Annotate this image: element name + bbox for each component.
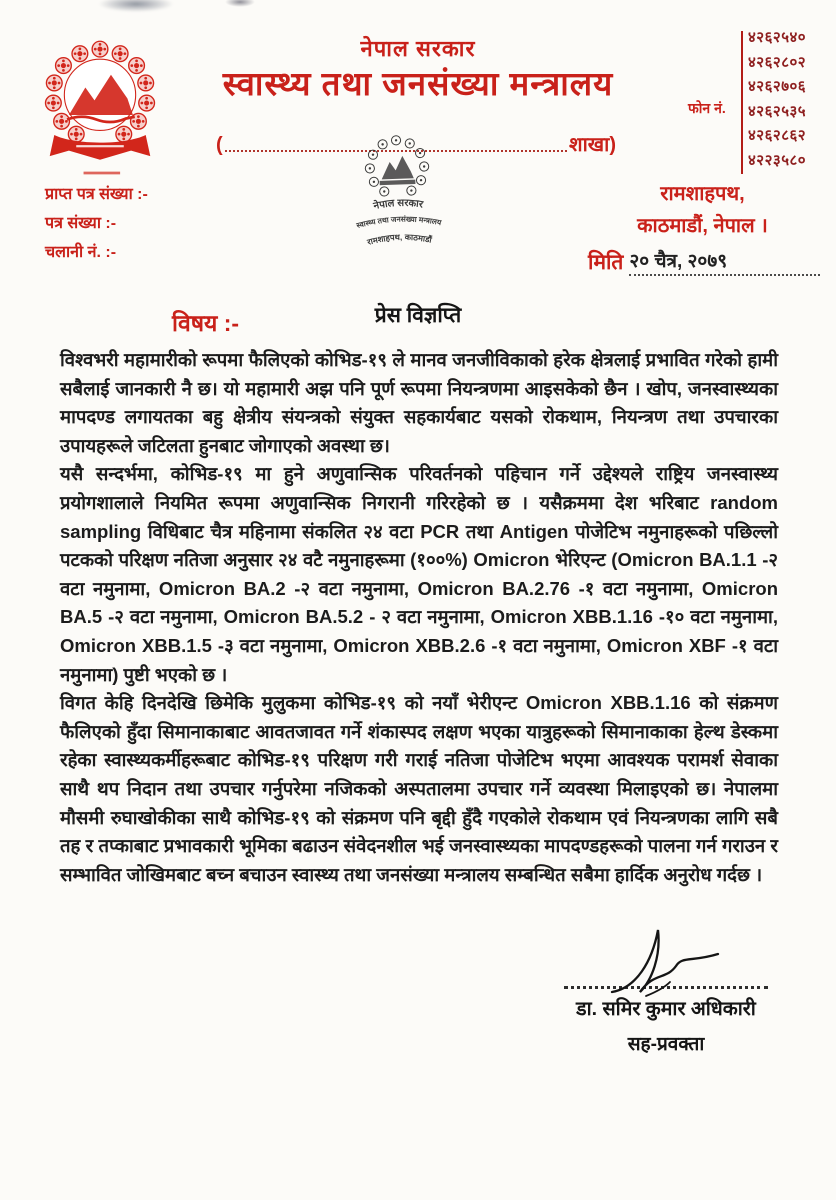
signatory-role: सह-प्रवक्ता	[627, 1034, 705, 1055]
phone-number: ४२२३५८०	[748, 151, 807, 169]
scan-artifact	[98, 0, 174, 12]
dispatch-number-label: चलानी नं. :-	[45, 244, 117, 261]
received-letter-number-label: प्राप्त पत्र संख्या :-	[45, 186, 148, 203]
handwritten-signature	[606, 922, 726, 1000]
address-block	[600, 178, 805, 242]
ministry-stamp	[320, 119, 475, 272]
date-label: मिति	[588, 251, 624, 274]
phone-number-list	[748, 26, 806, 174]
svg-text:स्वास्थ्य तथा जनसंख्या मन्त्रा	[354, 213, 443, 230]
letter-body	[60, 346, 778, 889]
scan-artifact	[225, 0, 255, 7]
reference-fields	[45, 180, 148, 267]
press-release-title: प्रेस विज्ञप्ति	[374, 304, 462, 327]
date-value: २० चैत्र, २०७९	[629, 251, 728, 272]
phone-divider-line	[741, 31, 743, 174]
address-city: काठमाडौं, नेपाल ।	[637, 215, 768, 237]
phone-number: ४२६२८०२	[748, 53, 807, 71]
address-street: रामशाहपथ,	[660, 183, 745, 205]
signatory-name: डा. समिर कुमार अधिकारी	[576, 998, 756, 1020]
stamp-line3: रामशाहपथ, काठमाडौं	[366, 232, 433, 247]
signature-area	[518, 928, 814, 990]
stamp-line1: नेपाल सरकार	[372, 197, 424, 213]
phone-number: ४२६२५३५	[748, 102, 807, 120]
paragraph-1: विश्वभरी महामारीको रूपमा फैलिएको कोभिड-१९ ले मानव जनजीविकाको हरेक क्षेत्रलाई प्रभावित गरेको हामी सबैलाई जानकारी नै छ। यो महामारी अझ पनि पूर्ण रूपमा नियन्त्रणमा आइसकेको छैन । खोप, जनस्वास्थ्यका मापदण्ड लगायतका बहु क्षेत्रीय संयन्त्रको संयुक्त सहकार्यबाट यसको रोकथाम, नियन्त्रण तथा उपचारका उपायहरूले जटिलता हुनबाट जोगाएको अवस्था छ।	[60, 349, 778, 456]
letter-number-label: पत्र संख्या :-	[45, 215, 117, 232]
paragraph-3: विगत केहि दिनदेखि छिमेकि मुलुकमा कोभिड-१९ को नयाँ भेरीएन्ट Omicron XBB.1.16 को संक्रमण फैलिएको हुँदा सिमानाकाबाट आवतजावत गर्ने शंकास्पद लक्षण भएका यात्रुहरूको सिमानाकाका हेल्थ डेस्कमा रहेका स्वास्थ्यकर्मीहरूबाट कोभिड-१९ परिक्षण गरी गराई नतिजा पोजेटिभ भएमा आवश्यक परामर्श सेवाका साथै थप निदान तथा उपचार गर्नुपरेमा नजिकको अस्पतालमा उपचार गर्ने व्यवस्था मिलाइएको छ। नेपालमा मौसमी रुघाखोकीका साथै कोभिड-१९ को संक्रमण पनि बृद्दी हुँदै गएकोले रोकथाम एवं नियन्त्रणका लागि सबै तह र तप्काबाट प्रभावकारी भूमिका बढाउन संवेदनशील भई जनस्वास्थ्यका मापदण्डहरूको पालना गर्न गराउन र सम्भावित जोखिमबाट बच्न बचाउन स्वास्थ्य तथा जनसंख्या मन्त्रालय सम्बन्धित सबैमा हार्दिक अनुरोध गर्दछ ।	[60, 692, 778, 885]
phone-number: ४२६२८६२	[748, 127, 807, 145]
phone-label: फोन नं.	[688, 100, 726, 116]
ministry-title: स्वास्थ्य तथा जनसंख्या मन्त्रालय	[222, 65, 614, 102]
phone-number: ४२६२५४०	[748, 29, 807, 46]
date-dotted-line	[629, 247, 820, 276]
date-row	[588, 247, 820, 276]
svg-text:नेपाल सरकार	[371, 197, 425, 213]
branch-label: शाखा)	[569, 134, 616, 156]
signature-block	[518, 928, 814, 1056]
subject-label: विषय :-	[172, 310, 240, 336]
stamp-line2: स्वास्थ्य तथा जनसंख्या मन्त्रालय	[355, 214, 443, 231]
svg-text:रामशाहपथ, काठमाडौं	[365, 232, 434, 248]
government-title: नेपाल सरकार	[360, 36, 476, 61]
paragraph-2: यसै सन्दर्भमा, कोभिड-१९ मा हुने अणुवान्सिक परिवर्तनको पहिचान गर्ने उद्देश्यले राष्ट्रिय जनस्वास्थ्य प्रयोगशालाले नियमित रूपमा अणुवान्सिक निगरानी गरिरहेको छ । यसैक्रममा देश भरिबाट random sampling विधिबाट चैत्र महिनामा संकलित २४ वटा PCR तथा Antigen पोजेटिभ नमुनाहरूको पछिल्लो पटकको परिक्षण नतिजा अनुसार २४ वटै नमुनाहरूमा (१००%) Omicron भेरिएन्ट (Omicron BA.1.1 -२ वटा नमुनामा, Omicron BA.2 -२ वटा नमुनामा, Omicron BA.2.76 -१ वटा नमुनामा, Omicron BA.5 -२ वटा नमुनामा, Omicron BA.5.2 - २ वटा नमुनामा, Omicron XBB.1.16 -१० वटा नमुनामा, Omicron XBB.1.5 -३ वटा नमुनामा, Omicron XBB.2.6 -१ वटा नमुनामा, Omicron XBF -१ वटा नमुनामा) पुष्टी भएको छ ।	[60, 463, 778, 685]
branch-open-paren: (	[216, 134, 223, 156]
phone-number: ४२६२७०६	[748, 78, 807, 96]
